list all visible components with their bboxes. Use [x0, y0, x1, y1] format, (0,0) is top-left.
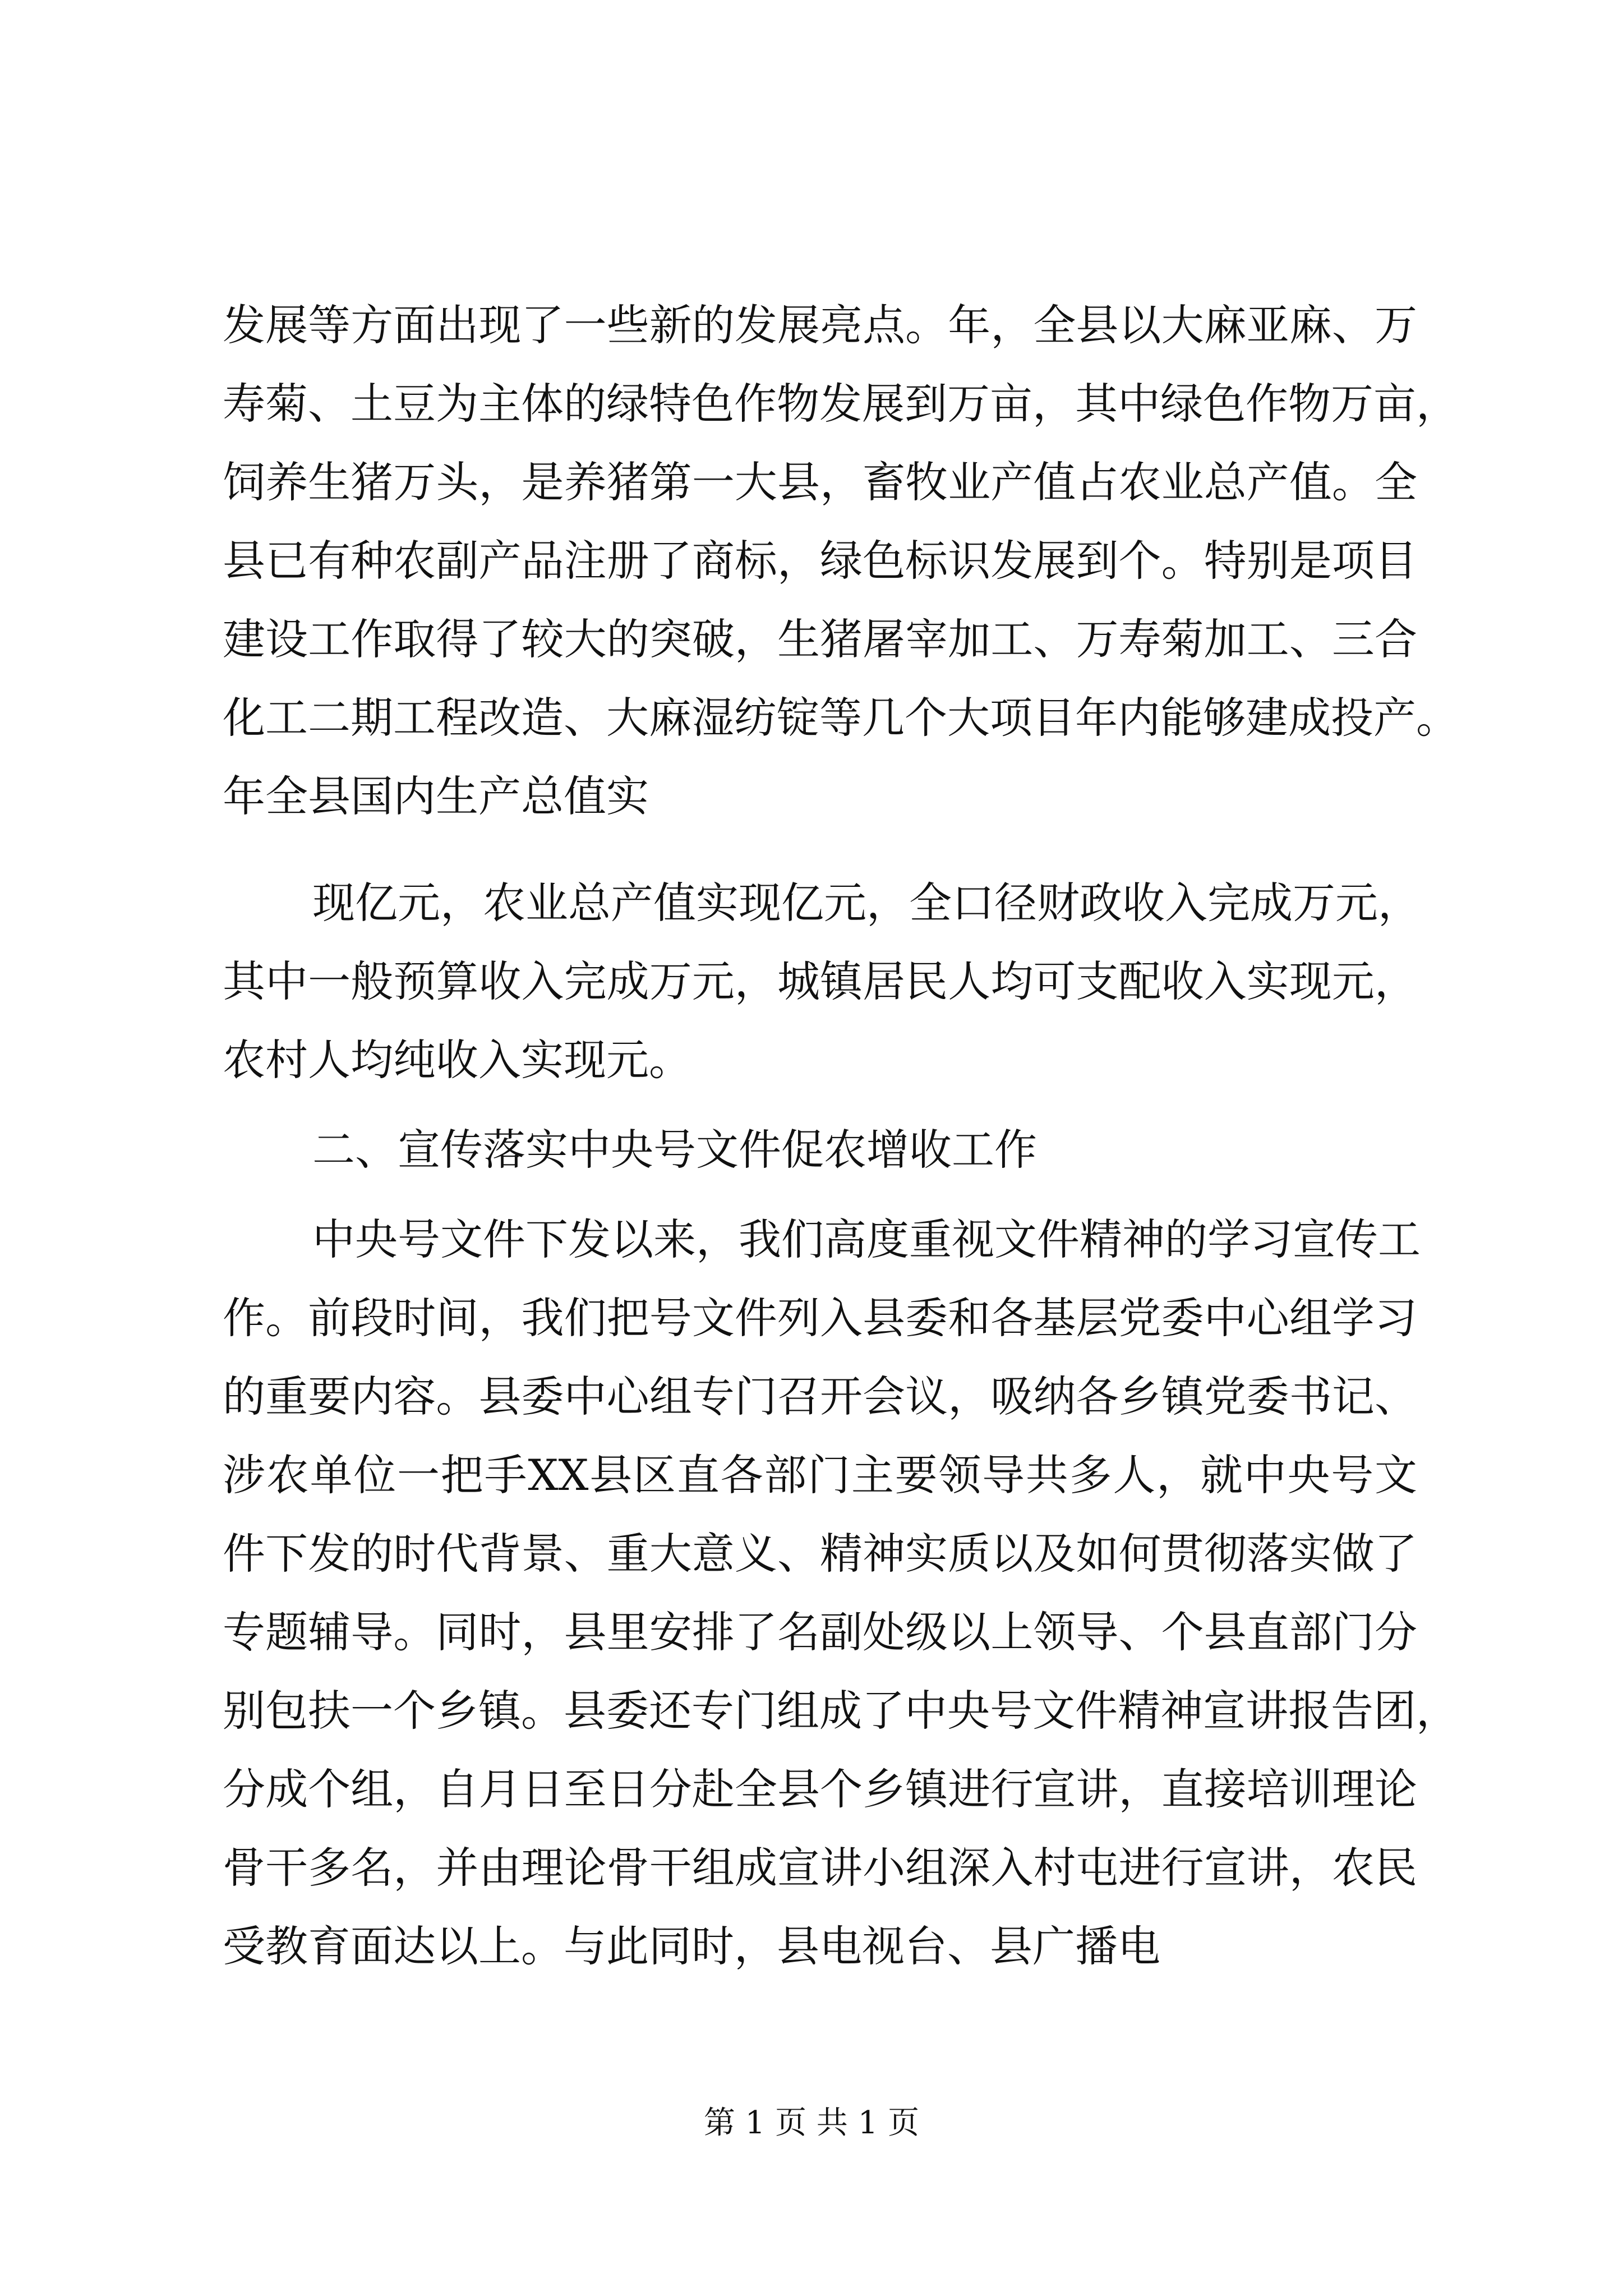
text-line: 涉农单位一把手XX县区直各部门主要领导共多人，就中央号文	[223, 1450, 1417, 1500]
text-line: 的重要内容。县委中心组专门召开会议，吸纳各乡镇党委书记、	[223, 1372, 1417, 1421]
text-line: 件下发的时代背景、重大意义、精神实质以及如何贯彻落实做了	[223, 1529, 1417, 1579]
text-line: 其中一般预算收入完成万元，城镇居民人均可支配收入实现元，	[223, 956, 1417, 1006]
paragraph-first-line: 中央号文件下发以来，我们高度重视文件精神的学习宣传工	[312, 1214, 1421, 1264]
text-line: 作。前段时间，我们把号文件列入县委和各基层党委中心组学习	[223, 1293, 1417, 1343]
text-line: 化工二期工程改造、大麻湿纺锭等几个大项目年内能够建成投产。	[223, 693, 1459, 743]
text-line: 骨干多名，并由理论骨干组成宣讲小组深入村屯进行宣讲，农民	[223, 1843, 1417, 1893]
text-line: 年全县国内生产总值实	[223, 771, 649, 821]
text-line: 专题辅导。同时，县里安排了名副处级以上领导、个县直部门分	[223, 1607, 1417, 1657]
page-footer: 第 1 页 共 1 页	[703, 2105, 920, 2141]
text-line: 县已有种农副产品注册了商标，绿色标识发展到个。特别是项目	[223, 536, 1417, 586]
text-line: 寿菊、土豆为主体的绿特色作物发展到万亩，其中绿色作物万亩，	[223, 379, 1459, 429]
text-line: 农村人均纯收入实现元。	[223, 1035, 691, 1085]
text-line: 受教育面达以上。与此同时，县电视台、县广播电	[223, 1921, 1160, 1971]
text-line: 发展等方面出现了一些新的发展亮点。年，全县以大麻亚麻、万	[223, 300, 1417, 350]
text-line: 建设工作取得了较大的突破，生猪屠宰加工、万寿菊加工、三合	[223, 614, 1417, 664]
text-line: 饲养生猪万头，是养猪第一大县，畜牧业产值占农业总产值。全	[223, 457, 1417, 507]
text-line: 别包扶一个乡镇。县委还专门组成了中央号文件精神宣讲报告团，	[223, 1686, 1459, 1736]
text-line: 分成个组，自月日至日分赴全县个乡镇进行宣讲，直接培训理论	[223, 1764, 1417, 1814]
paragraph-first-line: 现亿元，农业总产值实现亿元，全口径财政收入完成万元，	[312, 878, 1421, 928]
section-heading: 二、宣传落实中央号文件促农增收工作	[312, 1125, 1037, 1175]
